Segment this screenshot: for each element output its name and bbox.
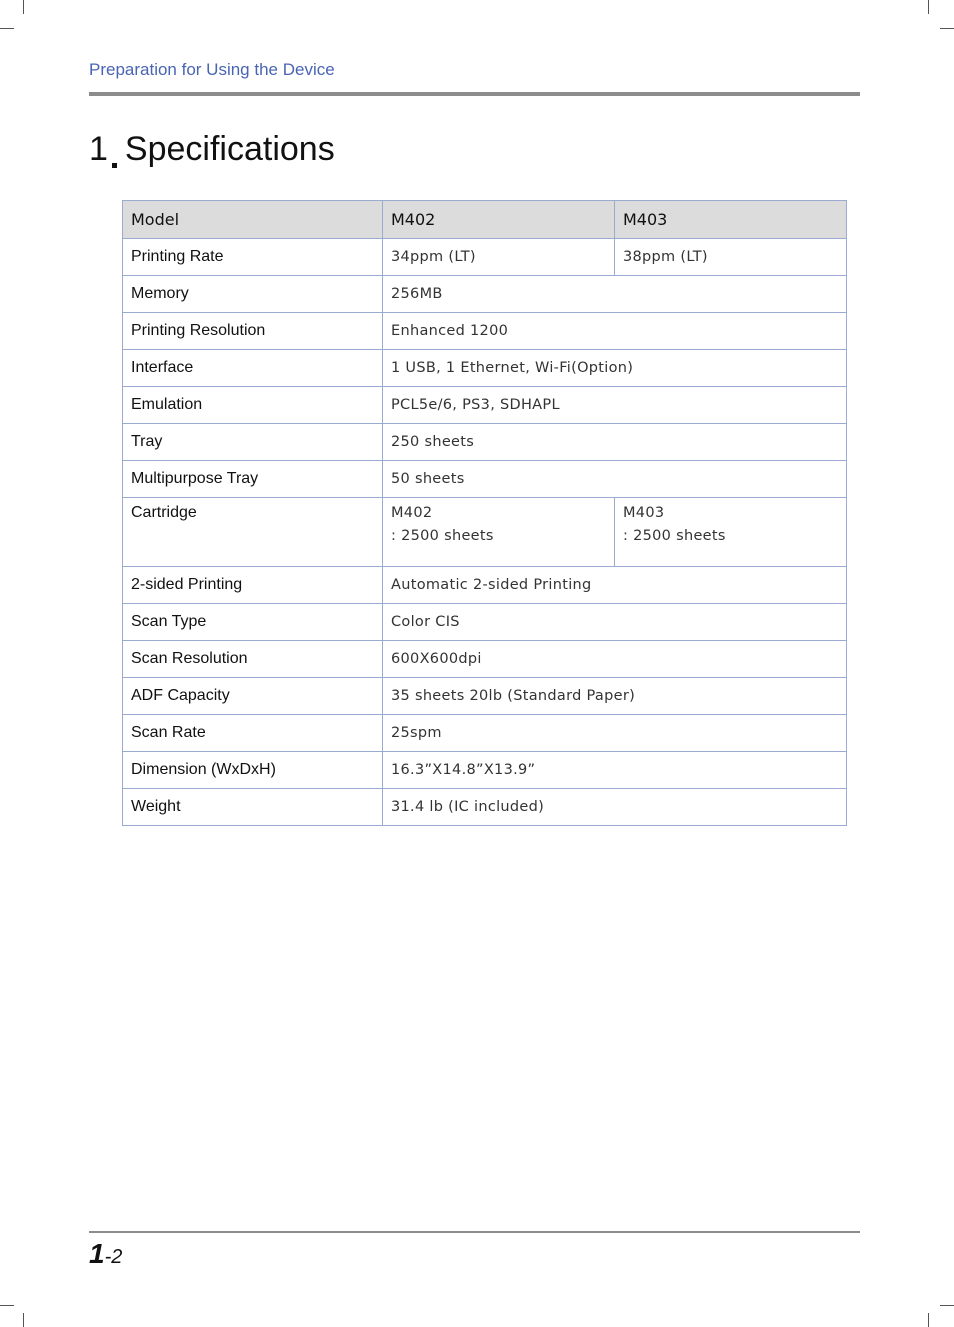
row-label: Scan Resolution: [123, 641, 383, 678]
row-value-m402: [383, 498, 615, 567]
row-value: PCL5e/6, PS3, SDHAPL: [383, 387, 847, 424]
crop-mark: [940, 1305, 954, 1306]
header-rule: [89, 92, 860, 96]
row-label: Cartridge: [123, 498, 383, 567]
crop-mark: [940, 28, 954, 29]
row-value: 1 USB, 1 Ethernet, Wi-Fi(Option): [383, 350, 847, 387]
row-value-m403: 38ppm (LT): [615, 239, 847, 276]
table-row: [123, 239, 847, 276]
crop-mark: [0, 28, 14, 29]
title-dot-icon: [112, 163, 117, 168]
row-label: Interface: [123, 350, 383, 387]
row-value: 35 sheets 20lb (Standard Paper): [383, 678, 847, 715]
footer-rule: [89, 1231, 860, 1233]
row-label: Tray: [123, 424, 383, 461]
row-value: 16.3”X14.8”X13.9”: [383, 752, 847, 789]
section-header-title: Preparation for Using the Device: [89, 60, 335, 79]
table-row: [123, 461, 847, 498]
row-value: 600X600dpi: [383, 641, 847, 678]
table-row: [123, 752, 847, 789]
row-value-m403: [615, 498, 847, 567]
row-value: 50 sheets: [383, 461, 847, 498]
table-row: [123, 715, 847, 752]
row-value: Enhanced 1200: [383, 313, 847, 350]
row-label: Emulation: [123, 387, 383, 424]
row-label: Printing Rate: [123, 239, 383, 276]
row-label: Scan Type: [123, 604, 383, 641]
table-header-row: [123, 201, 847, 239]
cartridge-yield-m403: : 2500 sheets: [623, 528, 726, 544]
row-label: Multipurpose Tray: [123, 461, 383, 498]
table-row: [123, 641, 847, 678]
table-row: [123, 604, 847, 641]
table-row: [123, 350, 847, 387]
cartridge-model-m403: M403: [623, 505, 665, 521]
crop-mark: [928, 1313, 929, 1327]
table-row: [123, 498, 847, 567]
row-value: Automatic 2-sided Printing: [383, 567, 847, 604]
row-value: 256MB: [383, 276, 847, 313]
page-number-page: -2: [104, 1246, 123, 1268]
crop-mark: [0, 1305, 14, 1306]
page-title: [89, 130, 335, 169]
row-value-m402: 34ppm (LT): [383, 239, 615, 276]
row-label: Memory: [123, 276, 383, 313]
table-row: [123, 387, 847, 424]
crop-mark: [23, 1313, 24, 1327]
page-number: [89, 1238, 122, 1270]
crop-mark: [23, 0, 24, 14]
table-row: [123, 313, 847, 350]
page-title-number: 1: [89, 130, 108, 168]
page-number-chapter: 1: [89, 1238, 105, 1269]
row-label: Printing Resolution: [123, 313, 383, 350]
table-row: [123, 567, 847, 604]
table-row: [123, 789, 847, 826]
header-cell-m403: M403: [615, 201, 847, 239]
row-label: ADF Capacity: [123, 678, 383, 715]
row-label: Weight: [123, 789, 383, 826]
row-label: Dimension (WxDxH): [123, 752, 383, 789]
cartridge-model-m402: M402: [391, 505, 433, 521]
row-label: 2-sided Printing: [123, 567, 383, 604]
row-value: 25spm: [383, 715, 847, 752]
specifications-table: [122, 200, 847, 826]
row-value: Color CIS: [383, 604, 847, 641]
header-cell-model: Model: [123, 201, 383, 239]
row-value: 250 sheets: [383, 424, 847, 461]
crop-mark: [928, 0, 929, 14]
cartridge-yield-m402: : 2500 sheets: [391, 528, 494, 544]
row-value: 31.4 lb (IC included): [383, 789, 847, 826]
table-row: [123, 678, 847, 715]
table-row: [123, 424, 847, 461]
header-cell-m402: M402: [383, 201, 615, 239]
table-row: [123, 276, 847, 313]
page-title-text: Specifications: [124, 130, 335, 168]
row-label: Scan Rate: [123, 715, 383, 752]
